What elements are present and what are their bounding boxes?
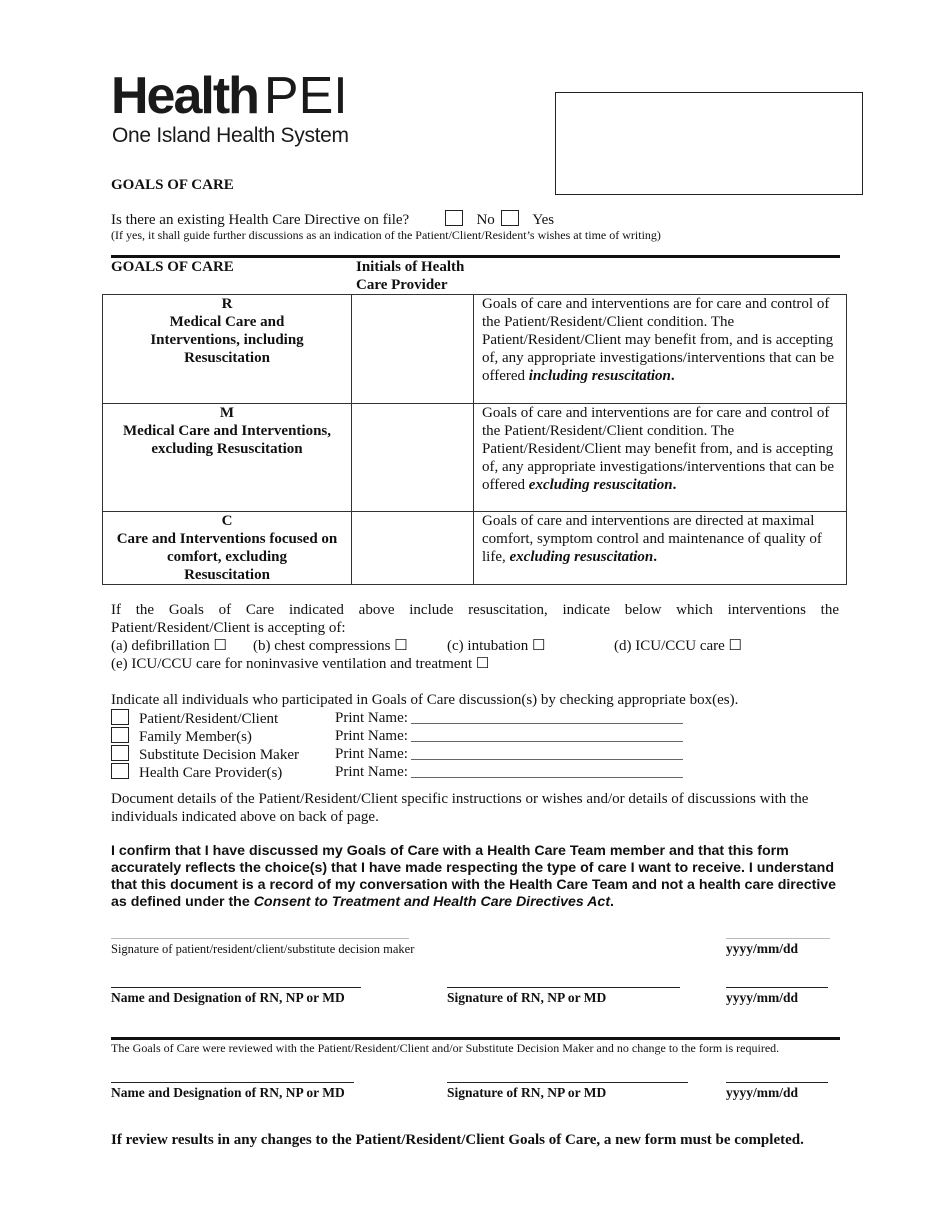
patient-signature-line[interactable] bbox=[111, 938, 409, 939]
goal-m-desc-text: Goals of care and interventions are for care and control of the Patient/Resident/Client condition. The Patient/Resident/Client may benefit from, and is accepting of, any appropriate investigations/interventions that can be offered bbox=[482, 405, 834, 493]
participant-row-sdm bbox=[111, 745, 408, 764]
participant-family-name-field[interactable] bbox=[411, 727, 683, 742]
participant-sdm-name-field[interactable] bbox=[411, 745, 683, 760]
goal-c-title-1: Care and Interventions focused on bbox=[116, 531, 338, 547]
goal-r-description bbox=[474, 295, 847, 404]
final-note: If review results in any changes to the Patient/Resident/Client Goals of Care, a new form must be completed. bbox=[111, 1132, 804, 1148]
provider-signature-line-1[interactable] bbox=[447, 987, 680, 988]
provider-date-line-2[interactable] bbox=[726, 1082, 828, 1083]
intervention-defibrillation[interactable]: (a) defibrillation ☐ bbox=[111, 638, 227, 654]
resuscitation-intro-1: If the Goals of Care indicated above include resuscitation, indicate below which interventions the bbox=[111, 602, 839, 618]
confirmation-text: I confirm that I have discussed my Goals of Care with a Health Care Team member and that this form accurately reflects the choice(s) that I have made respecting the type of care I want to receive. I understand that this document is a record of my conversation with the Health Care Team and not a health care directive as defined under the bbox=[111, 843, 837, 910]
logo-brand-bold: Health bbox=[111, 67, 258, 125]
goal-m-label bbox=[103, 404, 352, 512]
participant-patient-name-field[interactable] bbox=[411, 709, 683, 724]
print-name-label: Print Name: bbox=[335, 710, 408, 726]
participant-sdm-print-name bbox=[335, 745, 683, 763]
directive-question: Is there an existing Health Care Directive on file? bbox=[111, 212, 410, 228]
divider-review bbox=[111, 1037, 840, 1040]
goal-c-desc-tail: . bbox=[653, 549, 658, 565]
participant-provider-name-field[interactable] bbox=[411, 763, 683, 778]
goal-row-m bbox=[103, 404, 847, 512]
patient-date-line[interactable] bbox=[726, 938, 830, 939]
participant-patient-label: Patient/Resident/Client bbox=[139, 711, 279, 727]
goal-r-title-1: Medical Care and bbox=[169, 314, 285, 330]
provider-name-label-1: Name and Designation of RN, NP or MD bbox=[111, 990, 345, 1005]
resuscitation-intro-2: Patient/Resident/Client is accepting of: bbox=[111, 620, 346, 636]
participant-sdm-label: Substitute Decision Maker bbox=[139, 747, 299, 763]
goal-r-desc-tail: . bbox=[670, 368, 675, 384]
provider-signature-line-2[interactable] bbox=[447, 1082, 688, 1083]
provider-signature-label-2: Signature of RN, NP or MD bbox=[447, 1085, 607, 1100]
provider-date-label-2: yyyy/mm/dd bbox=[726, 1085, 799, 1100]
participant-provider-checkbox[interactable] bbox=[111, 763, 129, 779]
provider-name-line-2[interactable] bbox=[111, 1082, 354, 1083]
intervention-icu-care[interactable]: (d) ICU/CCU care ☐ bbox=[614, 638, 742, 654]
participant-family-checkbox[interactable] bbox=[111, 727, 129, 743]
goal-r-code: R bbox=[221, 296, 233, 312]
patient-signature-label: Signature of patient/resident/client/substitute decision maker bbox=[111, 942, 415, 956]
provider-date-line-1[interactable] bbox=[726, 987, 828, 988]
goal-r-title-3: Resuscitation bbox=[184, 350, 270, 366]
logo-tagline: One Island Health System bbox=[112, 124, 349, 147]
goal-row-c bbox=[103, 512, 847, 585]
goal-m-desc-emph: excluding resuscitation bbox=[528, 477, 673, 493]
directive-note: (If yes, it shall guide further discussions as an indication of the Patient/Client/Resident’s wishes at time of writing) bbox=[111, 228, 661, 242]
goal-c-title-3: Resuscitation bbox=[184, 567, 270, 583]
directive-question-row bbox=[111, 210, 554, 229]
goal-c-description bbox=[474, 512, 847, 585]
print-name-label: Print Name: bbox=[335, 746, 408, 762]
directive-no-label: No bbox=[476, 212, 495, 228]
print-name-label: Print Name: bbox=[335, 764, 408, 780]
goal-c-title-2: comfort, excluding bbox=[167, 549, 287, 565]
goal-r-label bbox=[103, 295, 352, 404]
goals-table bbox=[102, 294, 847, 585]
goal-m-title-1: Medical Care and Interventions, bbox=[122, 423, 332, 439]
print-name-label: Print Name: bbox=[335, 728, 408, 744]
goal-m-initials-field[interactable] bbox=[352, 404, 474, 512]
goal-r-title-2: Interventions, including bbox=[150, 332, 304, 348]
goal-m-code: M bbox=[219, 405, 235, 421]
goal-row-r bbox=[103, 295, 847, 404]
goal-c-label bbox=[103, 512, 352, 585]
goal-c-initials-field[interactable] bbox=[352, 512, 474, 585]
provider-date-label-1: yyyy/mm/dd bbox=[726, 990, 799, 1005]
directive-yes-label: Yes bbox=[532, 212, 555, 228]
goal-c-desc-emph: excluding resuscitation bbox=[509, 549, 654, 565]
participant-provider-print-name bbox=[335, 763, 683, 781]
participant-row-patient bbox=[111, 709, 408, 728]
directive-yes-checkbox[interactable] bbox=[501, 210, 519, 226]
participant-provider-label: Health Care Provider(s) bbox=[139, 765, 283, 781]
header-initials bbox=[356, 258, 464, 294]
confirmation-act-name: Consent to Treatment and Health Care Directives Act bbox=[253, 894, 611, 910]
participant-row-family bbox=[111, 727, 408, 746]
patient-date-label: yyyy/mm/dd bbox=[726, 941, 799, 956]
goal-c-desc-text: Goals of care and interventions are directed at maximal comfort, symptom control and maintenance of quality of life, bbox=[482, 513, 822, 565]
logo-brand-light: PEI bbox=[263, 67, 348, 125]
participant-patient-print-name bbox=[335, 709, 683, 727]
provider-name-label-2: Name and Designation of RN, NP or MD bbox=[111, 1085, 345, 1100]
goal-r-desc-emph: including resuscitation bbox=[528, 368, 671, 384]
health-pei-logo bbox=[111, 67, 348, 125]
goal-r-desc-text: Goals of care and interventions are for care and control of the Patient/Resident/Client condition. The Patient/Resident/Client may benefit from, and is accepting of, any appropriate investigations/interventions that can be offered bbox=[482, 296, 834, 384]
header-goals-of-care: GOALS OF CARE bbox=[111, 259, 234, 275]
participant-family-label: Family Member(s) bbox=[139, 729, 252, 745]
intervention-icu-noninvasive[interactable]: (e) ICU/CCU care for noninvasive ventilation and treatment ☐ bbox=[111, 656, 490, 672]
goal-m-description bbox=[474, 404, 847, 512]
goal-m-title-2: excluding Resuscitation bbox=[151, 441, 303, 457]
participant-patient-checkbox[interactable] bbox=[111, 709, 129, 725]
review-note: The Goals of Care were reviewed with the Patient/Resident/Client and/or Substitute Decision Maker and no change to the form is required. bbox=[111, 1041, 780, 1055]
participants-intro: Indicate all individuals who participated in Goals of Care discussion(s) by checking appropriate box(es). bbox=[111, 692, 739, 708]
confirmation-statement bbox=[111, 843, 839, 911]
goal-c-code: C bbox=[221, 513, 233, 529]
header-initials-line2: Care Provider bbox=[356, 277, 448, 293]
participant-family-print-name bbox=[335, 727, 683, 745]
goal-r-initials-field[interactable] bbox=[352, 295, 474, 404]
provider-signature-label-1: Signature of RN, NP or MD bbox=[447, 990, 607, 1005]
participant-sdm-checkbox[interactable] bbox=[111, 745, 129, 761]
document-details-note: Document details of the Patient/Resident/Client specific instructions or wishes and/or details of discussions with the individuals indicated above on back of page. bbox=[111, 791, 809, 825]
directive-no-checkbox[interactable] bbox=[445, 210, 463, 226]
confirmation-tail: . bbox=[610, 894, 614, 910]
provider-name-line-1[interactable] bbox=[111, 987, 361, 988]
goal-m-desc-tail: . bbox=[672, 477, 677, 493]
intervention-chest-compressions[interactable]: (b) chest compressions ☐ bbox=[253, 638, 408, 654]
patient-label-box bbox=[555, 92, 863, 195]
intervention-intubation[interactable]: (c) intubation ☐ bbox=[447, 638, 546, 654]
header-initials-line1: Initials of Health bbox=[356, 259, 465, 275]
participant-row-provider bbox=[111, 763, 408, 782]
form-title: GOALS OF CARE bbox=[111, 177, 234, 193]
